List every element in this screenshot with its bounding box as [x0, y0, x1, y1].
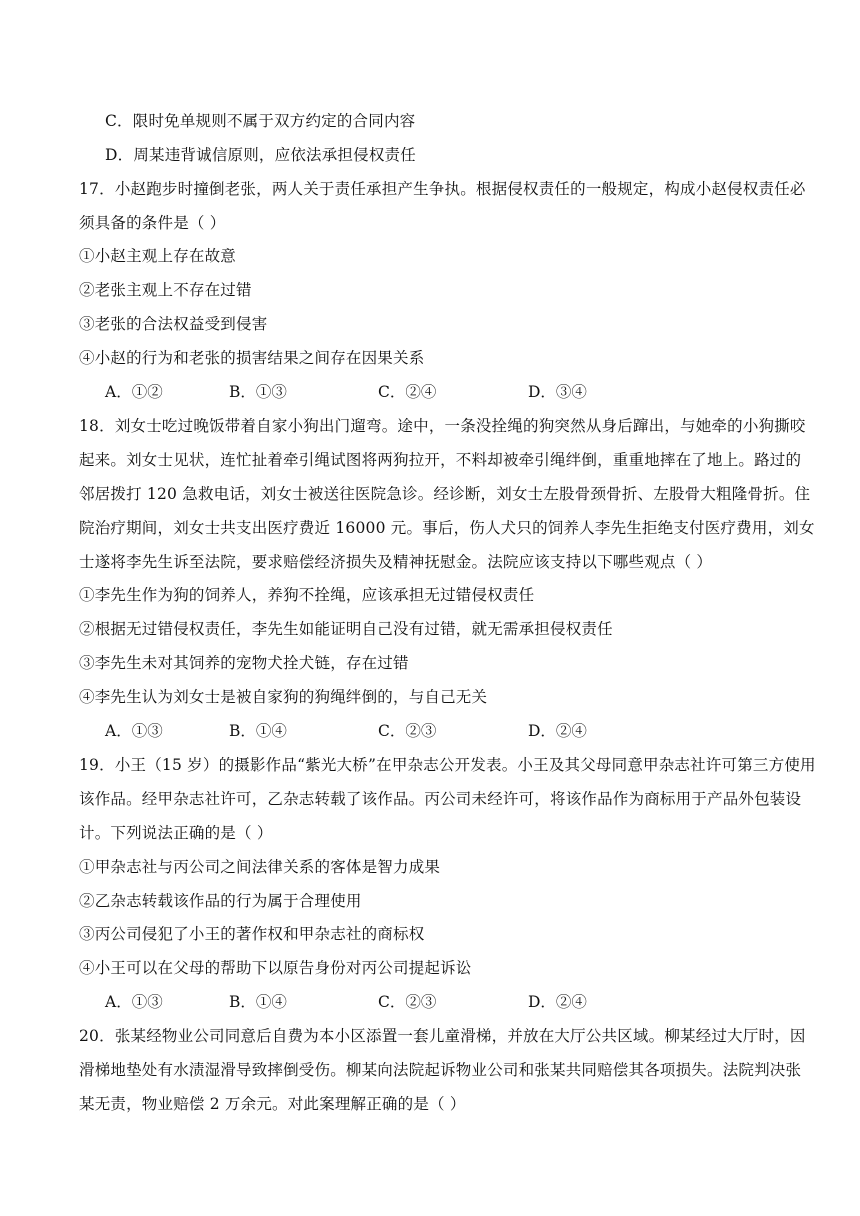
q17-item-2: ②老张主观上不存在过错 — [79, 281, 252, 299]
q18-stem-line-4: 院治疗期间，刘女士共支出医疗费近 16000 元。事后，伤人犬只的饲养人李先生拒绝支付医疗费用，刘女 — [79, 519, 815, 537]
q19-option-a: A．①③ — [105, 993, 163, 1011]
q17-item-4: ④小赵的行为和老张的损害结果之间存在因果关系 — [79, 349, 425, 367]
q19-option-b: B．①④ — [229, 993, 287, 1011]
q18-option-a: A．①③ — [105, 722, 163, 740]
q19-stem-line-2: 该作品。经甲杂志社许可，乙杂志转载了该作品。丙公司未经许可，将该作品作为商标用于产品外包装设 — [79, 790, 802, 808]
q17-option-a: A．①② — [105, 383, 163, 401]
q18-options — [105, 721, 705, 741]
q19-stem-line-1: 19．小王（15 岁）的摄影作品“紫光大桥”在甲杂志公开发表。小王及其父母同意甲杂志社许可第三方使用 — [79, 756, 816, 774]
q19-option-c: C．②③ — [378, 993, 437, 1011]
q17-option-d: D．③④ — [528, 383, 587, 401]
q18-item-3: ③李先生未对其饲养的宠物犬拴犬链，存在过错 — [79, 654, 409, 672]
q18-item-4: ④李先生认为刘女士是被自家狗的狗绳绊倒的，与自己无关 — [79, 688, 488, 706]
q18-stem-line-2: 起来。刘女士见状，连忙扯着牵引绳试图将两狗拉开，不料却被牵引绳绊倒，重重地摔在了地上。路过的 — [79, 451, 802, 469]
q18-option-c: C．②③ — [378, 722, 437, 740]
q18-stem-line-5: 士遂将李先生诉至法院，要求赔偿经济损失及精神抚慰金。法院应该支持以下哪些观点（ ） — [79, 553, 713, 571]
q20-stem-line-2: 滑梯地垫处有水渍湿滑导致摔倒受伤。柳某向法院起诉物业公司和张某共同赔偿其各项损失。法院判决张 — [79, 1061, 802, 1079]
q17-item-1: ①小赵主观上存在故意 — [79, 247, 237, 265]
q16-option-c: C．限时免单规则不属于双方约定的合同内容 — [105, 112, 416, 130]
q19-options — [105, 992, 705, 1012]
q19-stem-line-3: 计。下列说法正确的是（ ） — [79, 824, 273, 842]
q18-option-d: D．②④ — [528, 722, 587, 740]
q17-stem-line-1: 17．小赵跑步时撞倒老张，两人关于责任承担产生争执。根据侵权责任的一般规定，构成小赵侵权责任必 — [79, 180, 806, 198]
q20-stem-line-3: 某无责，物业赔偿 2 万余元。对此案理解正确的是（ ） — [79, 1095, 466, 1113]
q16-option-d: D．周某违背诚信原则，应依法承担侵权责任 — [105, 146, 416, 164]
q19-option-d: D．②④ — [528, 993, 587, 1011]
q19-item-1: ①甲杂志社与丙公司之间法律关系的客体是智力成果 — [79, 858, 441, 876]
q19-item-3: ③丙公司侵犯了小王的著作权和甲杂志社的商标权 — [79, 925, 425, 943]
q18-option-b: B．①④ — [229, 722, 287, 740]
q17-stem-line-2: 须具备的条件是（ ） — [79, 214, 226, 232]
q18-item-1: ①李先生作为狗的饲养人，养狗不拴绳，应该承担无过错侵权责任 — [79, 586, 535, 604]
q17-item-3: ③老张的合法权益受到侵害 — [79, 315, 268, 333]
q18-item-2: ②根据无过错侵权责任，李先生如能证明自己没有过错，就无需承担侵权责任 — [79, 620, 613, 638]
q19-item-4: ④小王可以在父母的帮助下以原告身份对丙公司提起诉讼 — [79, 959, 472, 977]
q17-options — [105, 382, 705, 402]
q17-option-c: C．②④ — [378, 383, 437, 401]
q17-option-b: B．①③ — [229, 383, 287, 401]
q19-item-2: ②乙杂志转载该作品的行为属于合理使用 — [79, 892, 362, 910]
q18-stem-line-1: 18．刘女士吃过晚饭带着自家小狗出门遛弯。途中，一条没拴绳的狗突然从身后蹿出，与她牵的小狗撕咬 — [79, 417, 806, 435]
q20-stem-line-1: 20．张某经物业公司同意后自费为本小区添置一套儿童滑梯，并放在大厅公共区域。柳某经过大厅时，因 — [79, 1027, 806, 1045]
q18-stem-line-3: 邻居拨打 120 急救电话，刘女士被送往医院急诊。经诊断，刘女士左股骨颈骨折、左股骨大粗隆骨折。住 — [79, 485, 811, 503]
